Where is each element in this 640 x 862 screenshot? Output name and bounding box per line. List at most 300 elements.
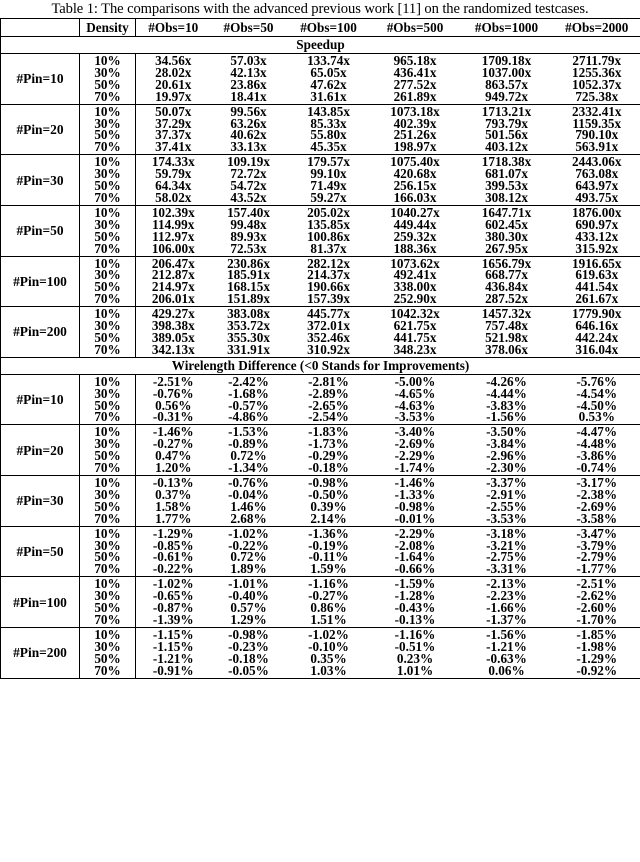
table-row [1, 489, 640, 501]
value-cell: 0.56% [155, 399, 192, 412]
value-cell: -4.47% [554, 425, 640, 438]
value-cell: 1647.71x [481, 205, 532, 219]
table-row [1, 425, 640, 438]
value-cell: -1.85% [554, 627, 640, 640]
value-cell: 308.12x [460, 192, 554, 205]
value-cell: 445.77x [307, 306, 350, 321]
value-cell: -1.33% [394, 488, 436, 501]
density-cell: 30% [80, 388, 136, 400]
value-cell: -1.15% [152, 640, 194, 653]
value-cell: -0.74% [554, 462, 640, 475]
density-cell: 30% [80, 67, 136, 79]
table-row [1, 501, 640, 513]
value-cell: -2.42% [228, 374, 269, 388]
value-cell: -1.34% [211, 462, 287, 475]
pin-group-label: #Pin=30 [1, 476, 80, 527]
table-row [1, 513, 640, 526]
value-cell: 1.46% [230, 500, 267, 513]
value-cell: 259.32x [393, 230, 437, 243]
table-row [1, 269, 640, 281]
density-cell: 30% [80, 320, 136, 332]
value-cell: -0.91% [136, 665, 211, 678]
value-cell: -0.05% [211, 665, 287, 678]
density-cell: 50% [80, 281, 136, 293]
value-cell: 763.08x [554, 168, 640, 180]
value-cell: -2.29% [394, 526, 436, 540]
value-cell: 863.57x [485, 78, 528, 91]
value-cell: 230.86x [227, 256, 270, 270]
value-cell: -3.21% [486, 539, 527, 552]
value-cell: 1.59% [287, 563, 371, 576]
value-cell: 1916.65x [554, 256, 640, 269]
value-cell: 190.66x [307, 281, 350, 294]
value-cell: 59.79x [155, 168, 192, 181]
table-row [1, 155, 640, 168]
value-cell: 2443.06x [554, 155, 640, 168]
density-cell: 50% [80, 501, 136, 513]
value-cell: 72.53x [211, 243, 287, 256]
value-cell: 0.06% [460, 665, 554, 678]
table-row [1, 540, 640, 552]
density-cell: 30% [80, 489, 136, 501]
value-cell: -2.23% [486, 590, 527, 603]
value-cell: -1.73% [308, 438, 349, 451]
table-row [1, 281, 640, 293]
value-cell: 33.13x [211, 141, 287, 154]
value-cell: -2.75% [486, 551, 527, 564]
value-cell: -1.28% [394, 590, 436, 603]
pin-group-label: #Pin=50 [1, 526, 80, 577]
table-row [1, 91, 640, 104]
value-cell: -0.87% [152, 602, 194, 614]
value-cell: 1656.79x [481, 256, 532, 270]
value-cell: 1073.18x [390, 104, 440, 118]
value-cell: -1.46% [394, 475, 436, 489]
table-row [1, 79, 640, 91]
table-row [1, 344, 640, 357]
value-cell: -1.16% [308, 576, 349, 591]
value-cell: -3.47% [554, 526, 640, 539]
value-cell: 521.98x [485, 331, 528, 344]
value-cell: -1.56% [486, 627, 527, 641]
value-cell: -0.92% [554, 665, 640, 678]
value-cell: 133.74x [307, 53, 350, 67]
value-cell: -1.36% [308, 526, 349, 540]
value-cell: -2.96% [486, 450, 527, 463]
value-cell: 1713.21x [481, 104, 532, 118]
value-cell: -0.57% [228, 399, 269, 412]
value-cell: -1.74% [371, 462, 460, 475]
value-cell: -2.29% [394, 450, 436, 463]
value-cell: 0.53% [554, 411, 640, 424]
density-cell: 30% [80, 219, 136, 231]
value-cell: -0.04% [228, 488, 269, 501]
value-cell: 1709.18x [481, 53, 532, 67]
value-cell: -0.18% [287, 462, 371, 475]
value-cell: 315.92x [554, 243, 640, 256]
value-cell: 0.86% [310, 602, 347, 614]
table-row [1, 180, 640, 192]
value-cell: 0.57% [230, 602, 267, 614]
value-cell: -1.02% [308, 627, 349, 641]
table-row [1, 141, 640, 154]
value-cell: 378.06x [460, 344, 554, 357]
value-cell: 1876.00x [554, 205, 640, 218]
value-cell: 383.08x [227, 306, 270, 321]
value-cell: 157.40x [227, 205, 270, 219]
value-cell: 1037.00x [481, 66, 532, 79]
value-cell: -1.39% [136, 614, 211, 627]
table-row [1, 231, 640, 243]
value-cell: -2.69% [554, 501, 640, 513]
value-cell: 757.48x [485, 320, 528, 332]
value-cell: -2.81% [308, 374, 349, 388]
value-cell: -0.98% [394, 500, 436, 513]
value-cell: 563.91x [554, 141, 640, 154]
value-cell: -3.40% [394, 424, 436, 439]
value-cell: 316.04x [554, 344, 640, 357]
table-row [1, 653, 640, 665]
table-row [1, 307, 640, 320]
value-cell: -3.37% [486, 475, 527, 489]
density-cell: 10% [80, 256, 136, 269]
value-cell: -1.16% [394, 627, 436, 641]
density-cell: 50% [80, 551, 136, 563]
density-cell: 10% [80, 577, 136, 590]
value-cell: 441.75x [393, 331, 437, 344]
value-cell: 64.34x [155, 180, 192, 192]
density-cell: 70% [80, 513, 136, 526]
value-cell: -3.86% [554, 450, 640, 462]
value-cell: 436.84x [485, 281, 528, 294]
density-cell: 10% [80, 104, 136, 117]
value-cell: 267.95x [460, 243, 554, 256]
value-cell: -4.86% [211, 411, 287, 424]
value-cell: 198.97x [371, 141, 460, 154]
section-title: Speedup [1, 37, 640, 54]
value-cell: 174.33x [151, 154, 195, 169]
value-cell: -1.53% [228, 424, 269, 439]
value-cell: 0.23% [396, 652, 434, 665]
value-cell: 188.36x [371, 243, 460, 256]
value-cell: 57.03x [230, 53, 267, 67]
density-cell: 50% [80, 400, 136, 412]
density-cell: 30% [80, 540, 136, 552]
value-cell: 252.90x [371, 293, 460, 306]
density-cell: 70% [80, 293, 136, 306]
density-cell: 10% [80, 307, 136, 320]
value-cell: 0.72% [230, 450, 267, 463]
table-row [1, 67, 640, 79]
table-row [1, 665, 640, 678]
value-cell: 71.49x [310, 180, 347, 192]
table-row [1, 388, 640, 400]
value-cell: 212.87x [151, 269, 195, 282]
density-cell: 30% [80, 590, 136, 602]
value-cell: -4.54% [554, 388, 640, 400]
column-header: #Obs=100 [287, 19, 371, 37]
value-cell: -0.61% [152, 551, 194, 564]
value-cell: 261.89x [371, 91, 460, 104]
table-row [1, 627, 640, 640]
value-cell: -2.55% [486, 500, 527, 513]
value-cell: 352.46x [307, 331, 350, 344]
value-cell: -3.83% [486, 399, 527, 412]
value-cell: 85.33x [310, 117, 347, 130]
table-row [1, 577, 640, 590]
value-cell: 31.61x [287, 91, 371, 104]
value-cell: 348.23x [371, 344, 460, 357]
value-cell: -0.19% [308, 539, 349, 552]
value-cell: 0.35% [310, 652, 347, 665]
value-cell: 214.97x [151, 281, 195, 294]
value-cell: 1.77% [136, 513, 211, 526]
value-cell: -3.31% [460, 563, 554, 576]
value-cell: -0.50% [308, 488, 349, 501]
value-cell: 166.03x [371, 192, 460, 205]
table-row [1, 219, 640, 231]
value-cell: -0.63% [486, 652, 527, 665]
value-cell: -0.27% [152, 438, 194, 451]
table-row [1, 243, 640, 256]
value-cell: -4.63% [394, 399, 436, 412]
density-cell: 30% [80, 641, 136, 653]
table-row [1, 602, 640, 614]
pin-group-label: #Pin=10 [1, 374, 80, 425]
value-cell: 2332.41x [554, 104, 640, 117]
value-cell: 1052.37x [554, 79, 640, 91]
value-cell: 602.45x [485, 218, 528, 231]
table-row [1, 462, 640, 475]
value-cell: -5.76% [554, 374, 640, 387]
value-cell: -0.89% [228, 438, 269, 451]
value-cell: -1.56% [460, 411, 554, 424]
value-cell: 353.72x [227, 320, 270, 332]
density-cell: 10% [80, 54, 136, 67]
value-cell: 206.47x [151, 256, 195, 270]
value-cell: 47.62x [310, 78, 347, 91]
table-row [1, 374, 640, 387]
value-cell: -3.53% [460, 513, 554, 526]
pin-group-label: #Pin=10 [1, 54, 80, 105]
value-cell: -1.01% [228, 576, 269, 591]
value-cell: 99.56x [230, 104, 267, 118]
table-row [1, 411, 640, 424]
value-cell: 725.38x [554, 91, 640, 104]
pin-group-label: #Pin=30 [1, 155, 80, 206]
value-cell: 389.05x [151, 331, 195, 344]
density-cell: 70% [80, 462, 136, 475]
value-cell: 19.97x [136, 91, 211, 104]
value-cell: 690.97x [554, 219, 640, 231]
value-cell: 72.72x [230, 168, 267, 181]
table-row [1, 438, 640, 450]
value-cell: -2.30% [460, 462, 554, 475]
value-cell: 23.86x [230, 78, 267, 91]
value-cell: 492.41x [393, 269, 437, 282]
pin-group-label: #Pin=200 [1, 307, 80, 358]
value-cell: -0.43% [394, 602, 436, 614]
density-cell: 30% [80, 269, 136, 281]
value-cell: 1042.32x [390, 306, 440, 321]
value-cell: 18.41x [211, 91, 287, 104]
value-cell: -1.15% [152, 627, 194, 641]
value-cell: -0.98% [228, 627, 269, 641]
value-cell: 1073.62x [390, 256, 440, 270]
value-cell: -3.17% [554, 476, 640, 489]
value-cell: 790.10x [554, 129, 640, 141]
table-row [1, 293, 640, 306]
table-row [1, 104, 640, 117]
value-cell: 42.13x [230, 66, 267, 79]
value-cell: -2.89% [308, 387, 349, 400]
density-cell: 70% [80, 192, 136, 205]
density-cell: 70% [80, 614, 136, 627]
value-cell: -4.65% [394, 387, 436, 400]
value-cell: 112.97x [152, 230, 195, 243]
value-cell: 380.30x [485, 230, 528, 243]
value-cell: -0.31% [136, 411, 211, 424]
value-cell: -4.48% [554, 438, 640, 450]
value-cell: 34.56x [155, 53, 192, 67]
value-cell: 282.12x [307, 256, 350, 270]
value-cell: -0.29% [308, 450, 349, 463]
comparison-table [0, 18, 640, 679]
value-cell: 179.57x [307, 154, 350, 169]
density-cell: 70% [80, 243, 136, 256]
table-row [1, 54, 640, 67]
density-cell: 10% [80, 155, 136, 168]
density-cell: 10% [80, 205, 136, 218]
value-cell: 261.67x [554, 293, 640, 306]
column-header: #Obs=2000 [554, 19, 640, 37]
value-cell: -0.98% [308, 475, 349, 489]
value-cell: 1040.27x [390, 205, 440, 219]
value-cell: 398.38x [151, 320, 195, 332]
value-cell: 143.85x [307, 104, 350, 118]
value-cell: 106.00x [136, 243, 211, 256]
value-cell: 1718.38x [481, 154, 532, 169]
value-cell: 206.01x [136, 293, 211, 306]
value-cell: 109.19x [227, 154, 270, 169]
value-cell: -2.65% [308, 399, 349, 412]
value-cell: -0.13% [152, 475, 194, 489]
value-cell: 151.89x [211, 293, 287, 306]
value-cell: -2.38% [554, 489, 640, 501]
section-header-row [1, 357, 640, 374]
section-title: Wirelength Difference (<0 Stands for Improvements) [1, 357, 640, 374]
value-cell: 37.41x [136, 141, 211, 154]
table-row [1, 205, 640, 218]
column-header: #Obs=10 [136, 19, 211, 37]
value-cell: 214.37x [307, 269, 350, 282]
value-cell: 55.80x [310, 129, 347, 142]
density-cell: 10% [80, 627, 136, 640]
value-cell: 310.92x [287, 344, 371, 357]
value-cell: 949.72x [460, 91, 554, 104]
value-cell: 251.26x [393, 129, 437, 142]
table-row [1, 332, 640, 344]
value-cell: -0.66% [371, 563, 460, 576]
density-cell: 10% [80, 476, 136, 489]
value-cell: 338.00x [393, 281, 437, 294]
value-cell: 1.01% [371, 665, 460, 678]
value-cell: 433.12x [554, 231, 640, 243]
value-cell: 1159.35x [554, 118, 640, 130]
density-cell: 70% [80, 344, 136, 357]
value-cell: 372.01x [307, 320, 350, 332]
value-cell: 403.12x [460, 141, 554, 154]
value-cell: 668.77x [485, 269, 528, 282]
density-cell: 50% [80, 129, 136, 141]
value-cell: 20.61x [155, 78, 192, 91]
value-cell: 0.39% [310, 500, 347, 513]
value-cell: 89.93x [230, 230, 267, 243]
density-cell: 50% [80, 653, 136, 665]
value-cell: -0.85% [152, 539, 194, 552]
value-cell: 114.99x [152, 218, 195, 231]
value-cell: -1.59% [394, 576, 436, 591]
value-cell: -1.68% [228, 387, 269, 400]
value-cell: -0.23% [228, 640, 269, 653]
value-cell: 205.02x [307, 205, 350, 219]
density-cell: 70% [80, 411, 136, 424]
value-cell: -0.18% [228, 652, 269, 665]
value-cell: 2.68% [211, 513, 287, 526]
value-cell: 493.75x [554, 192, 640, 205]
value-cell: -5.00% [394, 374, 436, 388]
value-cell: -0.10% [308, 640, 349, 653]
value-cell: -1.37% [460, 614, 554, 627]
density-cell: 70% [80, 665, 136, 678]
pin-group-label: #Pin=100 [1, 577, 80, 628]
value-cell: 54.72x [230, 180, 267, 192]
value-cell: 429.27x [151, 306, 195, 321]
value-cell: 0.37% [155, 488, 192, 501]
density-cell: 50% [80, 180, 136, 192]
section-header-row [1, 37, 640, 54]
value-cell: 63.26x [230, 117, 267, 130]
value-cell: -2.62% [554, 590, 640, 602]
table-header-row [1, 19, 640, 37]
density-cell: 50% [80, 231, 136, 243]
value-cell: 1457.32x [481, 306, 532, 321]
density-cell: 70% [80, 91, 136, 104]
density-cell: 10% [80, 526, 136, 539]
value-cell: -3.58% [554, 513, 640, 526]
value-cell: -1.21% [486, 640, 527, 653]
density-cell: 50% [80, 602, 136, 614]
table-row [1, 563, 640, 576]
value-cell: 621.75x [393, 320, 437, 332]
table-row [1, 590, 640, 602]
value-cell: -1.70% [554, 614, 640, 627]
value-cell: 277.52x [393, 78, 437, 91]
density-cell: 50% [80, 332, 136, 344]
value-cell: 65.05x [310, 66, 347, 79]
density-cell: 70% [80, 141, 136, 154]
value-cell: -3.79% [554, 540, 640, 552]
value-cell: 99.48x [230, 218, 267, 231]
value-cell: 43.52x [211, 192, 287, 205]
column-header: Density [80, 19, 136, 37]
value-cell: 168.15x [227, 281, 270, 294]
value-cell: 287.52x [460, 293, 554, 306]
value-cell: -1.29% [554, 653, 640, 665]
value-cell: 342.13x [136, 344, 211, 357]
value-cell: 1.20% [136, 462, 211, 475]
density-cell: 30% [80, 118, 136, 130]
